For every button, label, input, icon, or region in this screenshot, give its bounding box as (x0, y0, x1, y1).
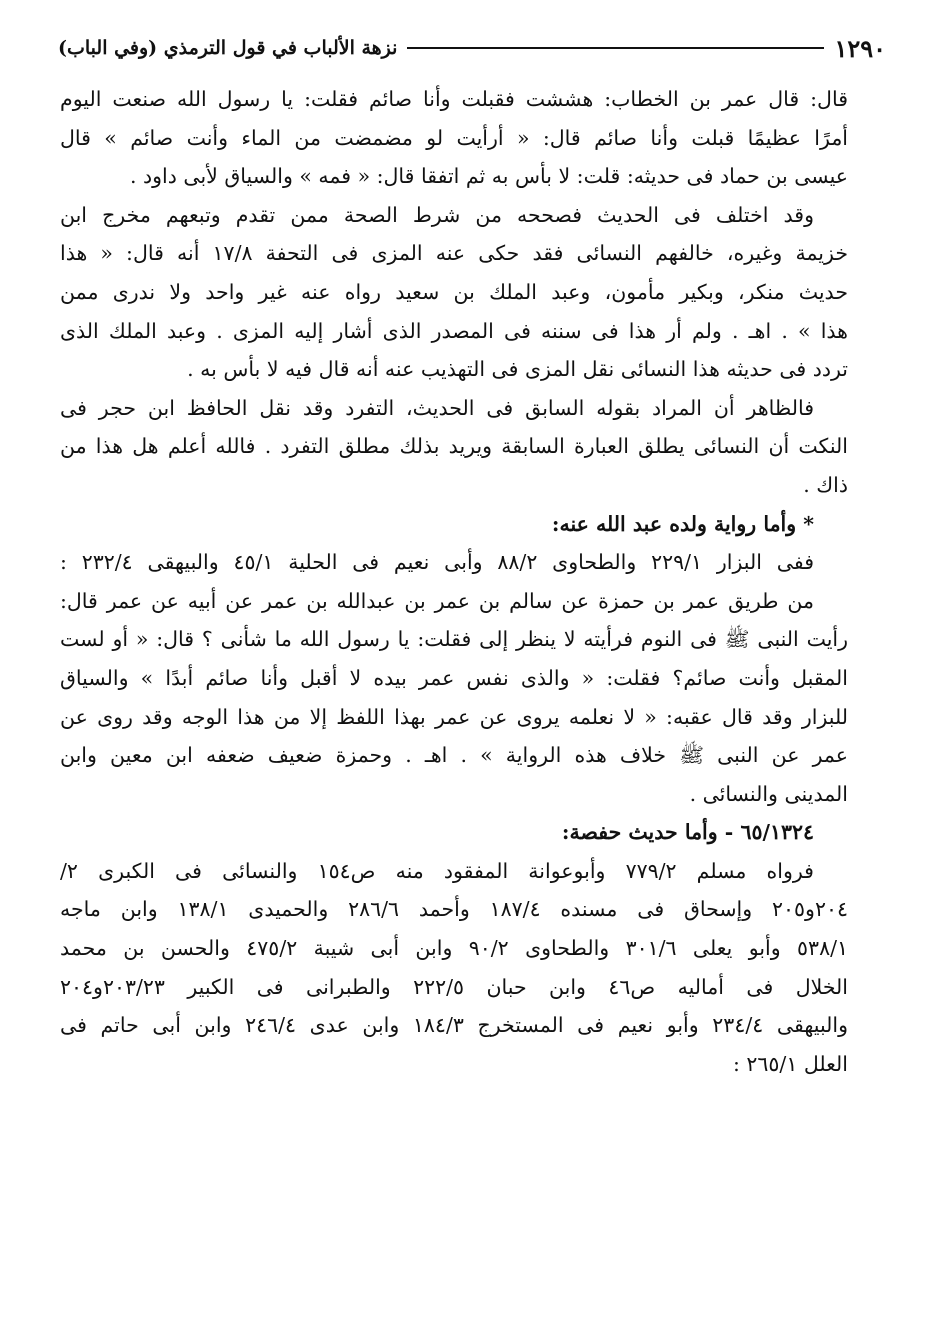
body-text (60, 80, 848, 1083)
text-line: ففى البزار ٢٢٩/١ والطحاوى ٨٨/٢ وأبى نعيم فى الحلية ٤٥/١ والبيهقى ٢٣٢/٤ : (60, 550, 814, 575)
text-line: الخلال فى أماليه ص٤٦ وابن حبان ٢٢٢/٥ والطبرانى فى الكبير ٢٠٣/٢٣و٢٠٤ (60, 974, 848, 999)
text-line: عيسى بن حماد فى حديثه: قلت: لا بأس به ثم اتفقا قال: « فمه » والسياق لأبى داود . (129, 164, 848, 189)
text-line: ٢٠٤و٢٠٥ وإسحاق فى مسنده ١٨٧/٤ وأحمد ٢٨٦/٦ والحميدى ١٣٨/١ وابن ماجه (60, 897, 848, 922)
text-line: عمر عن النبى ﷺ خلاف هذه الرواية » . اهـ . وحمزة ضعيف ضعفه ابن معين وابن (60, 743, 848, 768)
text-line: رأيت النبى ﷺ فى النوم فرأيته لا ينظر إلى فقلت: يا رسول الله ما شأنى ؟ قال: « أو لست (60, 627, 848, 652)
text-line: المقبل وأنت صائم؟ فقلت: « والذى نفس عمر بيده لا أقبل وأنا صائم أبدًا » والسياق (60, 665, 848, 690)
text-line: والبيهقى ٢٣٤/٤ وأبو نعيم فى المستخرج ١٨٤/٣ وابن عدى ٢٤٦/٤ وابن أبى حاتم فى (60, 1013, 848, 1038)
text-line: من طريق عمر بن حمزة عن سالم بن عمر بن عبدالله بن عمر عن أبيه عن عمر قال: (60, 588, 814, 613)
section-heading: * وأما رواية ولده عبد الله عنه: (551, 511, 814, 536)
page-header (58, 30, 886, 66)
text-line: ذاك . (803, 472, 848, 497)
text-line: فالظاهر أن المراد بقوله السابق فى الحديث، التفرد وقد نقل الحافظ ابن حجر فى (60, 395, 814, 420)
page-number: ١٢٩٠ (834, 33, 886, 63)
running-title: نزهة الألباب في قول الترمذي (وفي الباب) (58, 37, 398, 59)
text-line: خزيمة وغيره، خالفهم النسائى فقد حكى عنه المزى فى التحفة ١٧/٨ أنه قال: « هذا (60, 241, 848, 266)
text-line: ٥٣٨/١ وأبو يعلى ٣٠١/٦ والطحاوى ٩٠/٢ وابن أبى شيبة ٤٧٥/٢ والحسن بن محمد (60, 936, 848, 961)
text-line: تردد فى حديثه هذا النسائى نقل المزى فى التهذيب عنه أنه قال فيه لا بأس به . (187, 357, 848, 382)
section-heading: ٦٥/١٣٢٤ - وأما حديث حفصة: (561, 820, 814, 845)
text-line: حديث منكر، وبكير مأمون، وعبد الملك بن سعيد رواه عنه غير واحد ولا ندرى ممن (60, 279, 848, 304)
text-line: هذا » . اهـ . ولم أر هذا فى سننه فى المصدر الذى أشار إليه المزى . وعبد الملك الذى (60, 318, 848, 343)
text-line: أمرًا عظيمًا قبلت وأنا صائم قال: « أرأيت لو مضمضت من الماء وأنت صائم » قال (60, 125, 848, 150)
text-line: فرواه مسلم ٧٧٩/٢ وأبوعوانة المفقود منه ص١٥٤ والنسائى فى الكبرى ٢/ (60, 858, 814, 883)
text-line: المدينى والنسائى . (689, 781, 848, 806)
text-line: وقد اختلف فى الحديث فصححه من شرط الصحة ممن تقدم وتبعهم مخرج ابن (60, 202, 814, 227)
text-line: قال: قال عمر بن الخطاب: هششت فقبلت وأنا صائم فقلت: يا رسول الله صنعت اليوم (60, 87, 848, 111)
text-line: العلل ٢٦٥/١ : (732, 1051, 848, 1076)
text-line: للبزار وقد قال عقبه: « لا نعلمه يروى عن عمر بهذا اللفظ إلا من هذا الوجه وقد روى عن (60, 704, 848, 729)
header-rule (407, 47, 824, 49)
text-line: النكت أن النسائى يطلق العبارة السابقة ويريد بذلك مطلق التفرد . فالله أعلم هل هذا من (60, 434, 848, 459)
